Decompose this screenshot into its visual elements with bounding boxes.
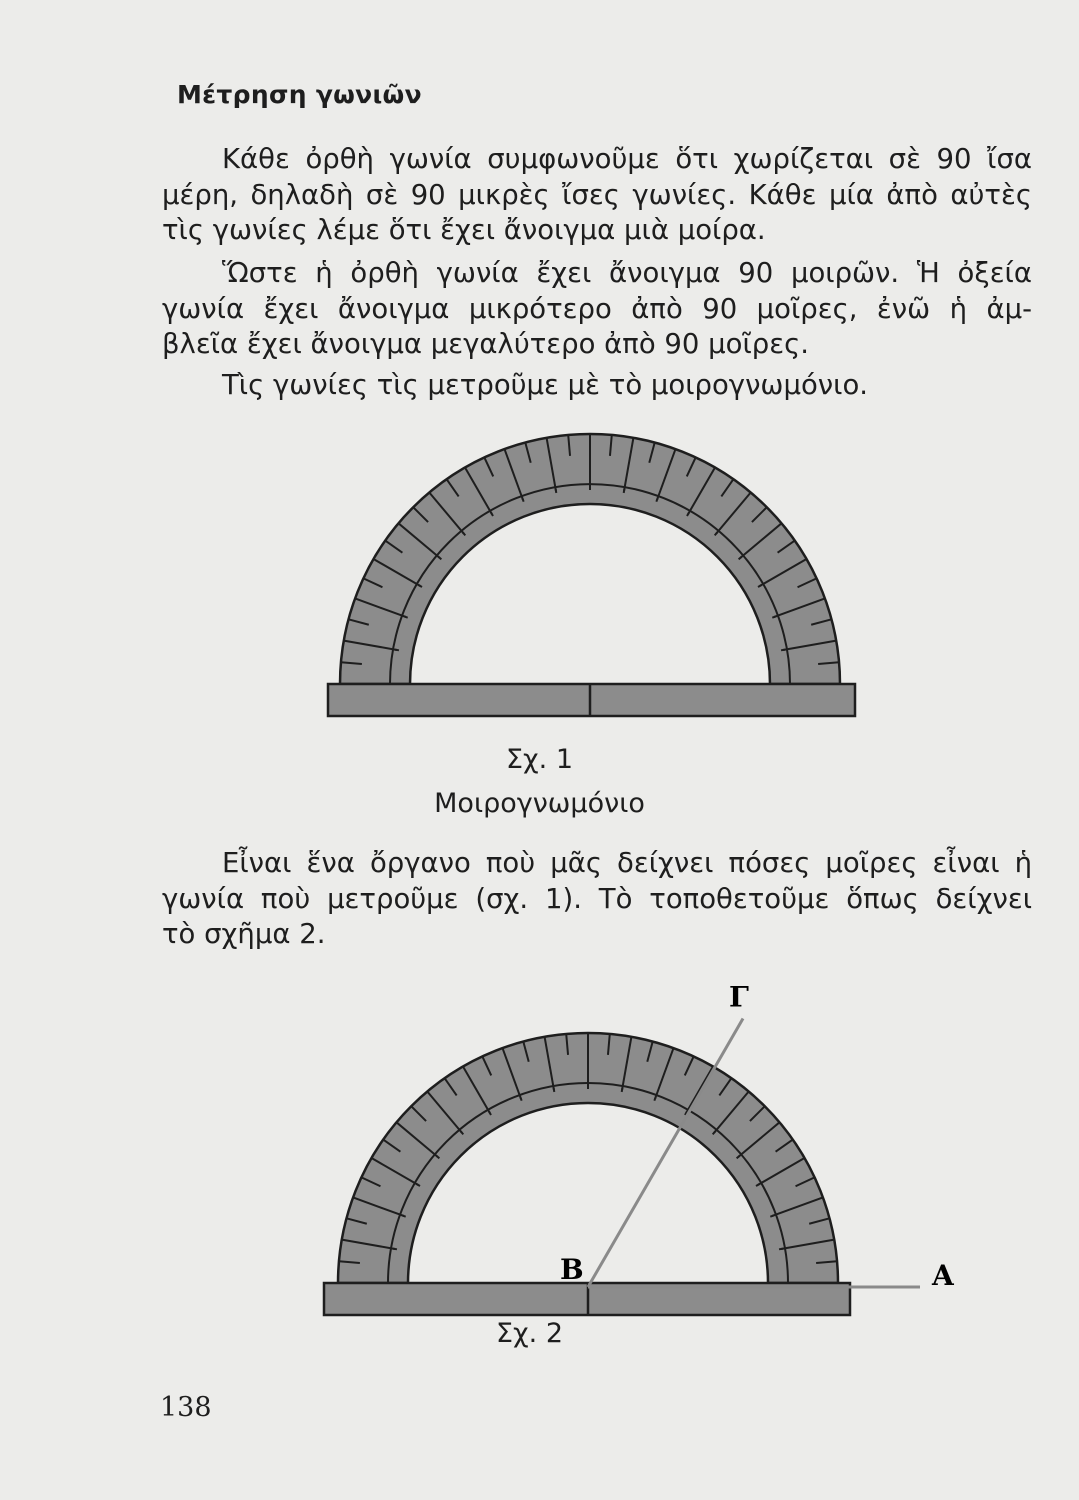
text-line: τὸ σχῆμα 2. bbox=[162, 918, 326, 950]
point-label-a: Α bbox=[932, 1259, 954, 1292]
figure-1-title: Μοιρογνωμόνιο bbox=[434, 788, 645, 819]
protractor-inner-tick bbox=[395, 650, 399, 651]
protractor-inner-tick bbox=[556, 489, 557, 493]
protractor-inner-tick bbox=[656, 498, 657, 502]
text-line: γωνία ποὺ μετροῦμε (σχ. 1). Τὸ τοποθετοῦμε ὅπως δείχνει bbox=[162, 882, 1032, 915]
point-label-g: Γ bbox=[729, 980, 749, 1014]
text-line: γωνία ἔχει ἄνοιγμα μικρότερο ἀπὸ 90 μοῖρες, ἐνῶ ἡ ἀμ- bbox=[162, 292, 1032, 325]
protractor-inner-tick bbox=[624, 489, 625, 493]
protractor-inner-tick bbox=[554, 1088, 555, 1092]
paragraph-4 bbox=[162, 846, 1032, 953]
protractor-inner-tick bbox=[393, 1249, 397, 1250]
protractor-base bbox=[328, 684, 855, 716]
text-line: μέρη, δηλαδὴ σὲ 90 μικρὲς ἴσες γωνίες. Κάθε μία ἀπὸ αὐτὲς bbox=[162, 178, 1032, 211]
text-line: βλεῖα ἔχει ἄνοιγμα μεγαλύτερο ἀπὸ 90 μοῖρες. bbox=[162, 328, 809, 360]
paragraph-3 bbox=[162, 368, 1032, 404]
text-line: Ὥστε ἡ ὀρθὴ γωνία ἔχει ἄνοιγμα 90 μοιρῶν. Ἡ ὀξεία bbox=[222, 257, 1032, 289]
protractor-inner-tick bbox=[772, 616, 776, 617]
protractor-drawing bbox=[324, 1033, 850, 1315]
protractor-inner-tick bbox=[779, 1249, 783, 1250]
text-line: Εἶναι ἕνα ὄργανο ποὺ μᾶς δείχνει πόσες μοῖρες εἶναι ἡ bbox=[222, 847, 1032, 879]
figure-1-number: Σχ. 1 bbox=[506, 744, 573, 775]
protractor-inner-tick bbox=[654, 1097, 655, 1101]
protractor-drawing bbox=[328, 434, 855, 716]
text-line: Κάθε ὀρθὴ γωνία συμφωνοῦμε ὅτι χωρίζεται σὲ 90 ἴσα bbox=[222, 143, 1032, 175]
protractor-figure-1 bbox=[320, 432, 860, 722]
protractor-inner-tick bbox=[520, 1097, 521, 1101]
section-heading: Μέτρηση γωνιῶν bbox=[177, 80, 422, 109]
text-line: τὶς γωνίες λέμε ὅτι ἔχει ἄνοιγμα μιὰ μοίρα. bbox=[162, 214, 766, 246]
page-number: 138 bbox=[160, 1392, 212, 1423]
figure-2-number: Σχ. 2 bbox=[496, 1318, 563, 1349]
protractor-inner-tick bbox=[770, 1215, 774, 1216]
protractor-inner-tick bbox=[402, 1215, 406, 1216]
paragraph-1 bbox=[162, 142, 1032, 249]
protractor-inner-tick bbox=[522, 498, 523, 502]
text-line: Τὶς γωνίες τὶς μετροῦμε μὲ τὸ μοιρογνωμόνιο. bbox=[222, 369, 869, 401]
protractor-inner-tick bbox=[622, 1088, 623, 1092]
protractor-figure-2 bbox=[300, 965, 1000, 1325]
vertex-label-b: Β bbox=[560, 1253, 584, 1286]
protractor-inner-tick bbox=[781, 650, 785, 651]
protractor-inner-tick bbox=[404, 616, 408, 617]
paragraph-2 bbox=[162, 256, 1032, 363]
